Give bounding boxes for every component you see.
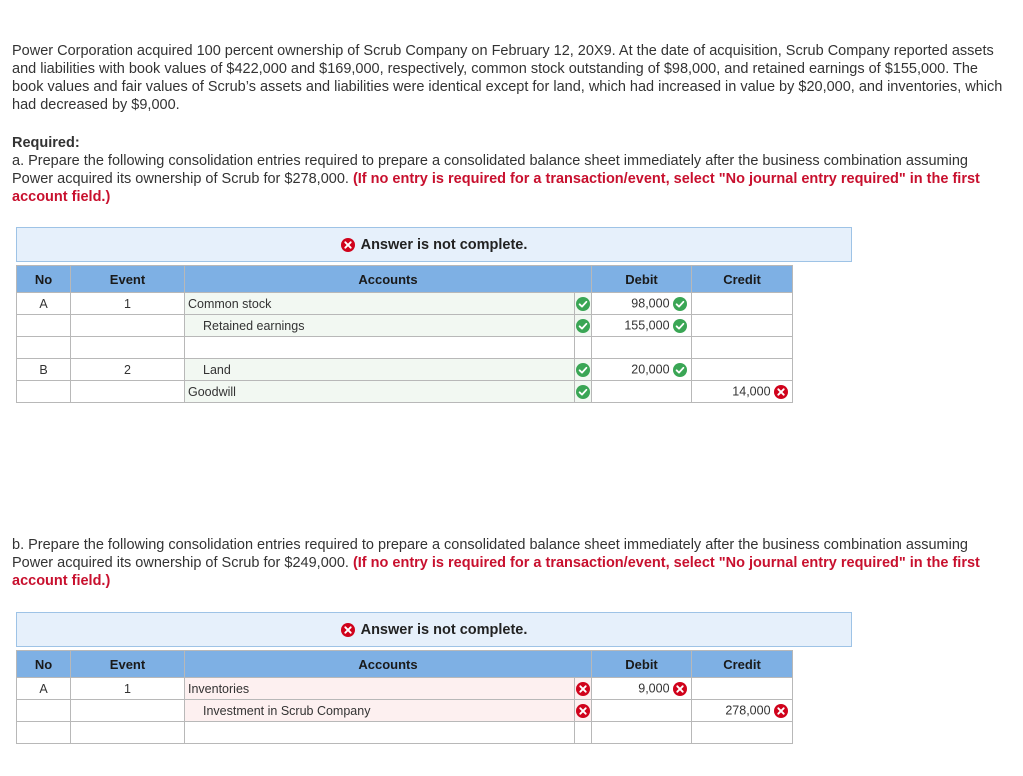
credit-field[interactable] [692,700,793,722]
debit-field[interactable] [592,700,692,722]
table-row [17,678,793,700]
problem-intro: Power Corporation acquired 100 percent ownership of Scrub Company on February 12, 20X9. At the date of acquisition, Scrub Company reported assets and liabilities with book values of $422,000 and $169,000, respectively, common stock outstanding of $98,000, and retained earnings of $155,000. The book values and fair values of Scrub’s assets and liabilities were identical except for land, which had increased in value by $20,000, and inventories, which had decreased by $9,000. [12,43,1003,113]
header-credit: Credit [692,266,793,293]
row-event [71,337,185,359]
header-no: No [17,266,71,293]
account-field[interactable]: Land [185,359,575,381]
journal-table-b [16,650,793,744]
header-event: Event [71,651,185,678]
table-row [17,700,793,722]
required-section [12,134,1012,206]
account-field[interactable]: Goodwill [185,381,575,403]
incorrect-icon [774,385,788,399]
header-accounts: Accounts [185,266,592,293]
incorrect-icon [576,704,590,718]
debit-value: 155,000 [624,318,670,333]
part-a-text: a. Prepare the following consolidation entries required to prepare a consolidated balance sheet immediately after the business combination assuming Power acquired its ownership of Scrub for $278,000. [12,153,968,187]
table-row [17,337,793,359]
credit-field[interactable] [692,722,793,744]
debit-value: 98,000 [631,296,670,311]
account-status [575,700,592,722]
account-status [575,337,592,359]
correct-check-icon [576,385,590,399]
debit-field[interactable] [592,722,692,744]
correct-check-icon [576,363,590,377]
correct-check-icon [673,319,687,333]
credit-field[interactable] [692,293,793,315]
debit-value: 20,000 [631,362,670,377]
header-no: No [17,651,71,678]
account-status [575,315,592,337]
account-status [575,678,592,700]
row-no [17,722,71,744]
part-a-note: (If no entry is required for a transaction/event, select "No journal entry required" in the first account field.) [12,171,980,205]
incorrect-icon [341,238,355,252]
row-event: 1 [71,678,185,700]
account-field[interactable]: Common stock [185,293,575,315]
debit-field[interactable] [592,293,692,315]
row-event [71,722,185,744]
incorrect-icon [673,682,687,696]
header-credit: Credit [692,651,793,678]
row-event [71,315,185,337]
account-field[interactable] [185,337,575,359]
table-row [17,381,793,403]
part-b-text: b. Prepare the following consolidation entries required to prepare a consolidated balance sheet immediately after the business combination assuming Power acquired its ownership of Scrub for $249,000. [12,537,968,571]
account-status [575,722,592,744]
table-row [17,293,793,315]
row-no [17,315,71,337]
incorrect-icon [341,623,355,637]
credit-field[interactable] [692,678,793,700]
credit-field[interactable] [692,359,793,381]
status-bar-a [16,227,852,262]
row-event: 1 [71,293,185,315]
credit-field[interactable] [692,337,793,359]
account-status [575,359,592,381]
row-no: A [17,293,71,315]
row-no: A [17,678,71,700]
required-label: Required: [12,135,80,151]
account-field[interactable] [185,722,575,744]
credit-field[interactable] [692,315,793,337]
correct-check-icon [576,297,590,311]
header-debit: Debit [592,266,692,293]
debit-field[interactable] [592,678,692,700]
status-text: Answer is not complete. [360,621,528,638]
table-row [17,359,793,381]
row-event [71,381,185,403]
debit-field[interactable] [592,315,692,337]
correct-check-icon [673,363,687,377]
correct-check-icon [576,319,590,333]
incorrect-icon [774,704,788,718]
row-event [71,700,185,722]
account-field[interactable]: Retained earnings [185,315,575,337]
row-event: 2 [71,359,185,381]
account-field[interactable]: Investment in Scrub Company [185,700,575,722]
part-b-section [12,536,1012,590]
header-event: Event [71,266,185,293]
debit-field[interactable] [592,359,692,381]
part-b-note: (If no entry is required for a transaction/event, select "No journal entry required" in the first account field.) [12,555,980,589]
credit-value: 278,000 [725,703,771,718]
table-row [17,315,793,337]
debit-value: 9,000 [638,681,670,696]
account-field[interactable]: Inventories [185,678,575,700]
row-no [17,381,71,403]
row-no: B [17,359,71,381]
status-text: Answer is not complete. [360,236,528,253]
debit-field[interactable] [592,381,692,403]
table-row [17,722,793,744]
header-accounts: Accounts [185,651,592,678]
account-status [575,381,592,403]
journal-table-a [16,265,793,403]
status-bar-b [16,612,852,647]
row-no [17,337,71,359]
credit-value: 14,000 [732,384,771,399]
header-debit: Debit [592,651,692,678]
incorrect-icon [576,682,590,696]
row-no [17,700,71,722]
debit-field[interactable] [592,337,692,359]
correct-check-icon [673,297,687,311]
credit-field[interactable] [692,381,793,403]
account-status [575,293,592,315]
